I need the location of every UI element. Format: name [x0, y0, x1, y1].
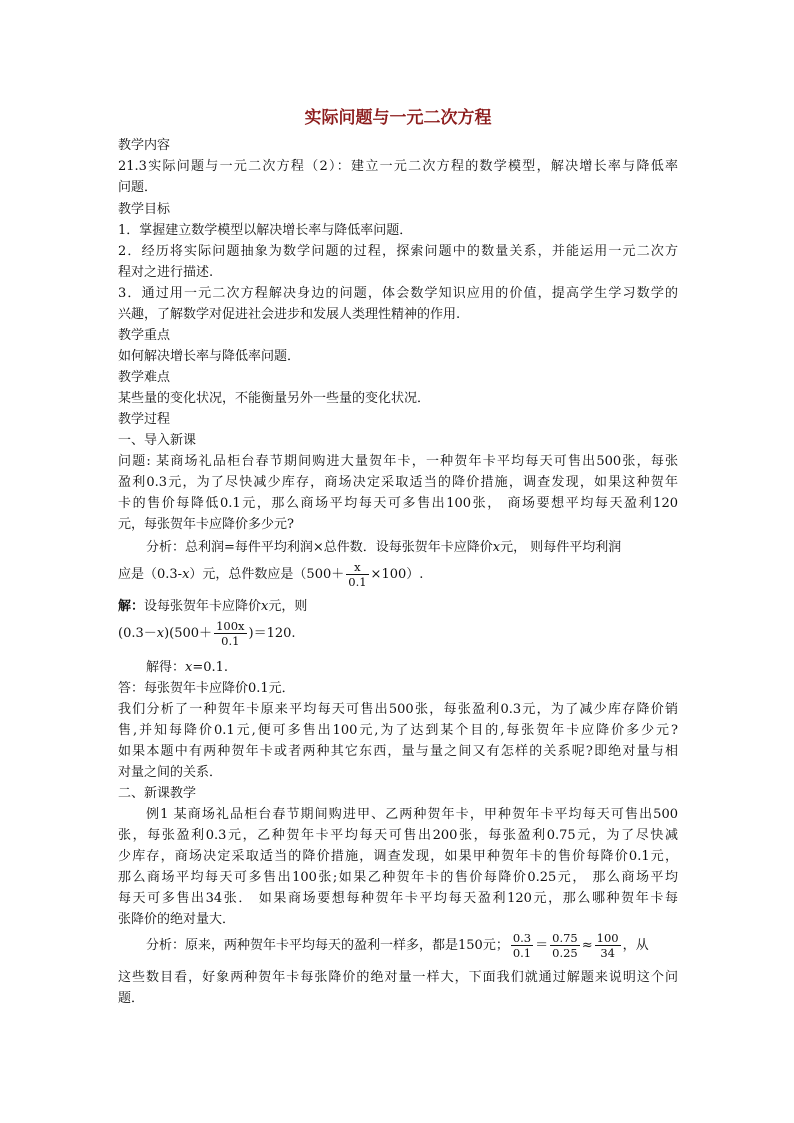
example-line-3: 少库存，商场决定采取适当的降价措施，调查发现，如果甲种贺年卡的售价每降价0.1元，	[118, 849, 678, 864]
analysis2-line-2: 这些数目看，好象两种贺年卡每张降价的绝对量一样大，下面我们就通过解题来说明这个问	[118, 970, 678, 985]
heading-new-lesson: 二、新课教学	[118, 786, 197, 801]
heading-process: 教学过程	[118, 412, 171, 427]
goal-2a: 2．经历将实际问题抽象为数学问题的过程，探索问题中的数量关系，并能运用一元二次方	[118, 244, 678, 259]
example-line-5: 每天可多售出34张． 如果商场要想每种贺年卡平均每天盈利120元，那么哪种贺年卡每	[118, 891, 678, 906]
solution-label: 解：	[118, 599, 145, 614]
content-line-1: 21.3实际问题与一元二次方程（2）：建立一元二次方程的数学模型，解决增长率与降低率	[118, 159, 678, 174]
analysis2-line-1: 分析：原来，两种贺年卡平均每天的盈利一样多，都是150元； $\frac{0.3}{0.1}$ ＝ $\frac{0.75}{0.25}$ ≈ $\frac{100}{34}$ ，从	[146, 931, 649, 960]
key-text: 如何解决增长率与降低率问题．	[118, 349, 301, 364]
goal-1: 1．掌握建立数学模型以解决增长率与降低率问题．	[118, 223, 413, 238]
heading-goal: 教学目标	[118, 202, 171, 217]
example-line-4: 那么商场平均每天可多售出100张;如果乙种贺年卡的售价每降价0.25元， 那么商场平均	[118, 870, 678, 885]
answer-line: 答：每张贺年卡应降价0.1元．	[118, 681, 295, 696]
heading-intro: 一、导入新课	[118, 433, 197, 448]
question-line-3: 卡的售价每降低0.1元，那么商场平均每天可多售出100张， 商场要想平均每天盈利120	[118, 496, 678, 511]
example-line-6: 张降价的绝对量大．	[118, 912, 236, 927]
heading-content: 教学内容	[118, 138, 171, 153]
heading-difficulty: 教学难点	[118, 370, 171, 385]
solve-line: 解得：x=0.1.	[146, 660, 229, 675]
example-line-1: 例1 某商场礼品柜台春节期间购进甲、乙两种贺年卡，甲种贺年卡平均每天可售出500	[146, 807, 678, 822]
goal-2b: 程对之进行描述.	[118, 265, 214, 280]
paragraph-line-1: 我们分析了一种贺年卡原来平均每天可售出500张，每张盈利0.3元，为了减少库存降价销	[118, 702, 678, 717]
heading-key: 教学重点	[118, 328, 171, 343]
doc-title: 实际问题与一元二次方程	[304, 108, 492, 128]
paragraph-line-3: 如果本题中有两种贺年卡或者两种其它东西，量与量之间又有怎样的关系呢?即绝对量与相	[118, 744, 678, 759]
question-line-4: 元，每张贺年卡应降价多少元?	[118, 517, 294, 532]
ratio-1: $\frac{0.3}{0.1}$	[512, 931, 532, 960]
equation-line: (0.3－x)(500＋ $\frac{100x}{0.1}$ )＝120.	[118, 619, 296, 648]
var-x: x	[492, 540, 501, 555]
fraction-x-over-0.1: $\frac{x}{0.1}$	[348, 560, 367, 589]
goal-3b: 兴趣，了解数学对促进社会进步和发展人类理性精神的作用.	[118, 307, 461, 322]
ratio-2: $\frac{0.75}{0.25}$	[552, 931, 578, 960]
difficulty-text: 某些量的变化状况，不能衡量另外一些量的变化状况．	[118, 391, 431, 406]
approx-sign: ≈	[581, 938, 593, 953]
analysis2-line-3: 题．	[118, 991, 145, 1006]
paragraph-line-2: 售,并知每降价0.1元,便可多售出100元,为了达到某个目的,每张贺年卡应降价多少元?	[118, 723, 678, 738]
fraction-100x-over-0.1: $\frac{100x}{0.1}$	[216, 619, 245, 648]
content-line-2: 问题．	[118, 180, 158, 195]
analysis-line-1: 分析：总利润=每件平均利润×总件数．设每张贺年卡应降价x元， 则每件平均利润	[146, 540, 622, 555]
question-line-1: 问题: 某商场礼品柜台春节期间购进大量贺年卡，一种贺年卡平均每天可售出500张，每张	[118, 454, 678, 469]
ratio-3: $\frac{100}{34}$	[596, 931, 619, 960]
paragraph-line-4: 对量之间的关系．	[118, 765, 223, 780]
goal-3a: 3．通过用一元二次方程解决身边的问题，体会数学知识应用的价值，提高学生学习数学的	[118, 286, 678, 301]
solution-line: 解：设每张贺年卡应降价x元，则	[118, 599, 308, 614]
example-line-2: 张，每张盈利0.3元，乙种贺年卡平均每天可售出200张，每张盈利0.75元，为了尽快减	[118, 828, 678, 843]
question-line-2: 盈利0.3元，为了尽快减少库存，商场决定采取适当的降价措施，调查发现，如果这种贺年	[118, 475, 678, 490]
analysis-line-2: 应是（0.3-x）元，总件数应是（500＋ $\frac{x}{0.1}$ ×100）.	[118, 560, 424, 589]
equals-sign: ＝	[535, 938, 549, 953]
